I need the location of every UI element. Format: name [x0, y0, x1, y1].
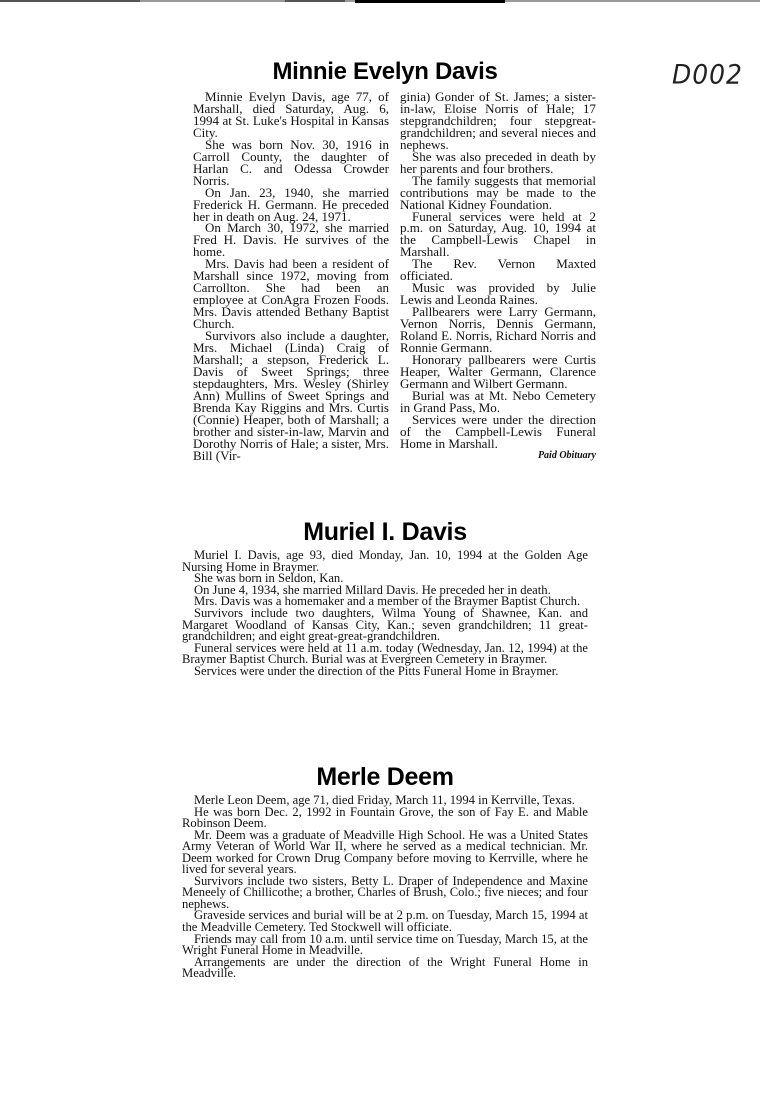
paragraph: Graveside services and burial will be at 2 p.m. on Tuesday, March 15, 1994 at the Meadville Cemetery. Ted Stockwell will officiate.	[182, 908, 588, 935]
paragraph: Services were under the direction of the Pitts Funeral Home in Braymer.	[194, 663, 559, 678]
paragraph: Services were under the direction of the Campbell-Lewis Funeral Home in Marshall.	[400, 411, 596, 451]
paragraph: On June 4, 1934, she married Millard Davis. He preceded her in death.	[194, 582, 551, 597]
paragraph: She was born Nov. 30, 1916 in Carroll County, the daughter of Harlan C. and Odessa Crowder Norris.	[193, 136, 389, 188]
scan-edge-mark	[285, 0, 345, 2]
paragraph: On March 30, 1972, she married Fred H. Davis. He survives of the home.	[193, 220, 389, 260]
scan-edge-mark	[0, 0, 140, 2]
handwritten-page-mark: D002	[672, 59, 743, 90]
paragraph: Burial was at Mt. Nebo Cemetery in Grand Pass, Mo.	[400, 387, 596, 415]
paragraph: Honorary pallbearers were Curtis Heaper, Walter Germann, Clarence Germann and Wilbert Germann.	[400, 351, 596, 391]
obituary-title: Minnie Evelyn Davis	[272, 58, 498, 85]
paragraph: She was born in Seldon, Kan.	[194, 571, 344, 586]
paragraph: Funeral services were held at 2 p.m. on Saturday, Aug. 10, 1994 at the Campbell-Lewis Chapel in Marshall.	[400, 208, 596, 260]
obituary-column-left	[193, 91, 389, 462]
paragraph: Music was provided by Julie Lewis and Leonda Raines.	[400, 280, 596, 308]
paragraph: He was born Dec. 2, 1992 in Fountain Grove, the son of Fay E. and Mable Robinson Deem.	[182, 804, 588, 831]
paragraph: Merle Leon Deem, age 71, died Friday, March 11, 1994 in Kerrville, Texas.	[194, 793, 575, 807]
paragraph: Friends may call from 10 a.m. until service time on Tuesday, March 15, at the Wright Funeral Home in Meadville.	[182, 931, 588, 958]
obituary-body	[182, 550, 588, 678]
paragraph: On Jan. 23, 1940, she married Frederick H. Germann. He preceded her in death on Aug. 24, 1971.	[193, 184, 389, 224]
paragraph: Survivors also include a daughter, Mrs. Michael (Linda) Craig of Marshall; a stepson, Frederick L. Davis of Sweet Springs; three stepdaughters, Mrs. Wesley (Shirley Ann) Mullins of Sweet Springs and Brenda Kay Riggins and Mrs. Curtis (Connie) Heaper, both of Marshall; a brother and sister-in-law, Marvin and Dorothy Norris of Hale; a sister, Mrs. Bill (Vir-	[193, 328, 389, 463]
paragraph: Funeral services were held at 11 a.m. today (Wednesday, Jan. 12, 1994) at the Braymer Baptist Church. Burial was at Evergreen Cemetery in Braymer.	[182, 640, 588, 667]
obituary-column-right	[400, 91, 596, 461]
scan-top-bar	[355, 0, 505, 3]
paragraph: Pallbearers were Larry Germann, Vernon Norris, Dennis Germann, Roland E. Norris, Richard Norris and Ronnie Germann.	[400, 304, 596, 356]
paragraph: She was also preceded in death by her parents and four brothers.	[400, 148, 596, 176]
paragraph: Mr. Deem was a graduate of Meadville High School. He was a United States Army Veteran of World War II, where he served as a medical technician. Mr. Deem worked for Crown Drug Company before moving to Kerrville, where he lived for several years.	[182, 827, 588, 877]
paragraph: Survivors include two sisters, Betty L. Draper of Independence and Maxine Meneely of Chillicothe; a brother, Charles of Brush, Colo.; five nieces; and four nephews.	[182, 873, 588, 911]
paragraph: Muriel I. Davis, age 93, died Monday, Jan. 10, 1994 at the Golden Age Nursing Home in Braymer.	[182, 548, 588, 574]
obituary-title: Merle Deem	[316, 763, 454, 791]
paragraph: The family suggests that memorial contributions may be made to the National Kidney Foundation.	[400, 172, 596, 212]
paragraph: Arrangements are under the direction of the Wright Funeral Home in Meadville.	[182, 954, 588, 981]
obituary-title: Muriel I. Davis	[303, 518, 467, 546]
paragraph: Mrs. Davis had been a resident of Marshall since 1972, moving from Carrollton. She had been an employee at ConAgra Frozen Foods. Mrs. Davis attended Bethany Baptist Church.	[193, 256, 389, 332]
obituary-body	[182, 795, 588, 980]
paragraph: Mrs. Davis was a homemaker and a member of the Braymer Baptist Church.	[194, 594, 581, 609]
paid-obituary-label: Paid Obituary	[537, 449, 596, 461]
paragraph: ginia) Gonder of St. James; a sister-in-law, Eloise Norris of Hale; 17 stepgrandchildren; four stepgreat-grandchildren; and several nieces and nephews.	[400, 89, 596, 152]
paragraph: The Rev. Vernon Maxted officiated.	[400, 256, 596, 284]
paragraph: Minnie Evelyn Davis, age 77, of Marshall, died Saturday, Aug. 6, 1994 at St. Luke's Hospital in Kansas City.	[193, 89, 389, 140]
paragraph: Survivors include two daughters, Wilma Young of Shawnee, Kan. and Margaret Woodland of Kansas City, Kan.; seven grandchildren; 11 great-grandchildren; and eight great-great-grandchildren.	[182, 605, 588, 644]
